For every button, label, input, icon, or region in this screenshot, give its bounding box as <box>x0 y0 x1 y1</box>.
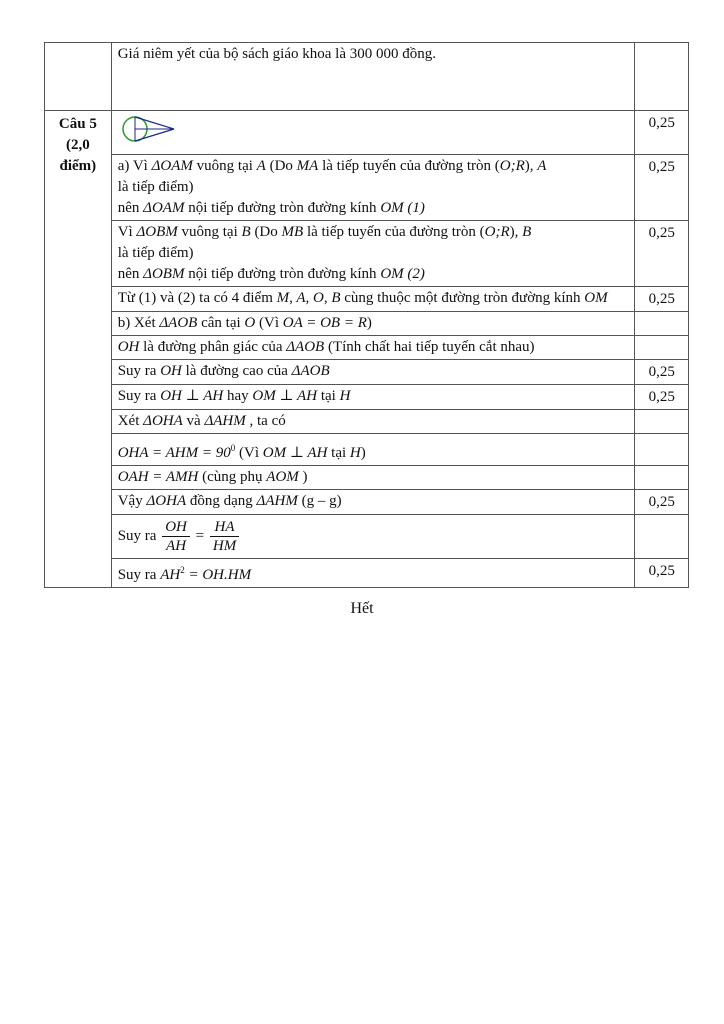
answer-text: Suy ra OH là đường cao của ΔAOB <box>111 360 635 385</box>
answer-text: a) Vì ΔOAM vuông tại A (Do MA là tiếp tuyến của đường tròn (O;R), A là tiếp điểm) nên ΔOAM nội tiếp đường tròn đường kính OM (1) <box>111 155 635 221</box>
answer-text: Suy ra $AH^2 = OH.HM$ <box>111 559 635 588</box>
table-row <box>45 466 689 490</box>
score-cell-empty <box>635 515 689 559</box>
table-row <box>45 410 689 434</box>
score: 0,25 <box>635 490 689 515</box>
score: 0,25 <box>635 559 689 588</box>
table-row <box>45 111 689 155</box>
answer-table <box>44 42 689 588</box>
answer-text: Suy ra $\frac{OH}{AH}$ = $\frac{HA}{HM}$ <box>111 515 635 559</box>
answer-text: OAH = AMH (cùng phụ AOM ) <box>111 466 635 490</box>
table-row <box>45 287 689 312</box>
question-points: (2,0 <box>65 137 90 153</box>
answer-text: Xét ΔOHA và ΔAHM , ta có <box>111 410 635 434</box>
score-cell-empty <box>635 410 689 434</box>
table-row <box>45 360 689 385</box>
geometry-figure-icon <box>118 112 178 146</box>
score: 0,25 <box>635 287 689 312</box>
score-cell-empty <box>635 312 689 336</box>
answer-text: Giá niêm yết của bộ sách giáo khoa là 300 000 đồng. <box>111 43 635 111</box>
score-cell-empty <box>635 434 689 466</box>
table-row <box>45 515 689 559</box>
table-row <box>45 336 689 360</box>
answer-text: Từ (1) và (2) ta có 4 điểm M, A, O, B cùng thuộc một đường tròn đường kính OM <box>111 287 635 312</box>
score-cell-empty <box>635 466 689 490</box>
answer-text: Suy ra OH ⊥ AH hay OM ⊥ AH tại H <box>111 385 635 410</box>
table-row <box>45 490 689 515</box>
score: 0,25 <box>635 360 689 385</box>
table-row <box>45 312 689 336</box>
table-row <box>45 385 689 410</box>
score: 0,25 <box>635 155 689 221</box>
end-marker: Hết <box>350 600 374 617</box>
answer-text: OHA = AHM = $90^0$ (Vì OM ⊥ AH tại H) <box>111 434 635 466</box>
answer-sheet <box>44 42 689 588</box>
figure-cell <box>111 111 635 155</box>
question-number: Câu 5 <box>58 116 97 132</box>
question-points-unit: điểm) <box>59 158 97 174</box>
fraction: $\frac{OH}{AH}$ <box>162 518 190 555</box>
question-cell-empty <box>45 43 112 111</box>
answer-text: Vậy ΔOHA đồng dạng ΔAHM (g – g) <box>111 490 635 515</box>
table-row <box>45 155 689 221</box>
score: 0,25 <box>635 111 689 155</box>
question-label <box>45 111 112 588</box>
table-row <box>45 221 689 287</box>
score: 0,25 <box>635 221 689 287</box>
table-row <box>45 559 689 588</box>
score-cell-empty <box>635 336 689 360</box>
table-row <box>45 434 689 466</box>
score-cell-empty <box>635 43 689 111</box>
table-row <box>45 43 689 111</box>
score: 0,25 <box>635 385 689 410</box>
answer-text: b) Xét ΔAOB cân tại O (Vì OA = OB = R) <box>111 312 635 336</box>
answer-text: Vì ΔOBM vuông tại B (Do MB là tiếp tuyến của đường tròn (O;R), B là tiếp điểm) nên ΔOBM nội tiếp đường tròn đường kính OM (2) <box>111 221 635 287</box>
answer-text: OH là đường phân giác của ΔAOB (Tính chất hai tiếp tuyến cắt nhau) <box>111 336 635 360</box>
fraction: $\frac{HA}{HM}$ <box>210 518 239 555</box>
